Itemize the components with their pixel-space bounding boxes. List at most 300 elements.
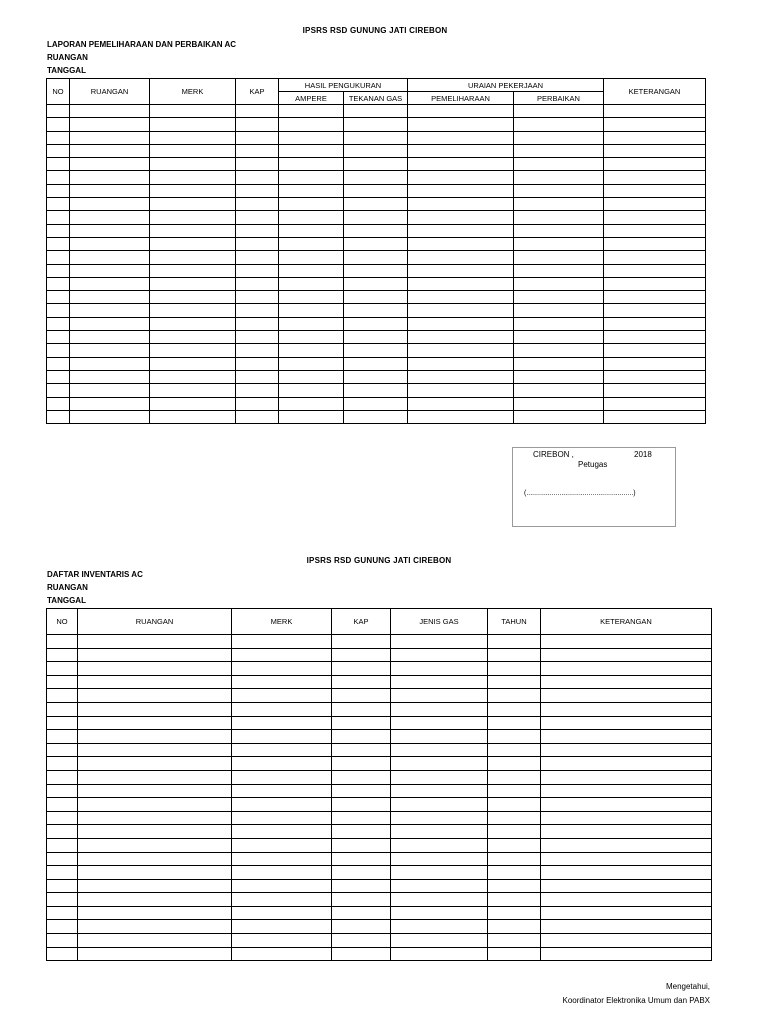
empty-cell bbox=[279, 357, 344, 370]
empty-cell bbox=[408, 344, 514, 357]
empty-cell bbox=[514, 370, 604, 383]
empty-cell bbox=[408, 331, 514, 344]
empty-cell bbox=[47, 648, 78, 662]
table-row bbox=[47, 675, 712, 689]
empty-cell bbox=[279, 344, 344, 357]
empty-cell bbox=[47, 866, 78, 880]
empty-cell bbox=[279, 198, 344, 211]
empty-cell bbox=[78, 743, 232, 757]
empty-cell bbox=[488, 757, 541, 771]
empty-cell bbox=[488, 743, 541, 757]
empty-cell bbox=[391, 879, 488, 893]
empty-cell bbox=[232, 906, 332, 920]
empty-cell bbox=[70, 184, 150, 197]
empty-cell bbox=[391, 838, 488, 852]
empty-cell bbox=[232, 730, 332, 744]
empty-cell bbox=[344, 357, 408, 370]
table-row bbox=[47, 784, 712, 798]
col-header-keterangan: KETERANGAN bbox=[541, 609, 712, 635]
col-header-no: NO bbox=[47, 79, 70, 105]
empty-cell bbox=[391, 934, 488, 948]
empty-cell bbox=[47, 689, 78, 703]
empty-cell bbox=[236, 144, 279, 157]
empty-cell bbox=[47, 131, 70, 144]
empty-cell bbox=[514, 184, 604, 197]
empty-cell bbox=[78, 730, 232, 744]
empty-cell bbox=[488, 675, 541, 689]
empty-cell bbox=[78, 689, 232, 703]
empty-cell bbox=[604, 144, 706, 157]
empty-cell bbox=[391, 947, 488, 961]
empty-cell bbox=[47, 211, 70, 224]
empty-cell bbox=[541, 770, 712, 784]
empty-cell bbox=[47, 893, 78, 907]
empty-cell bbox=[236, 344, 279, 357]
empty-cell bbox=[604, 131, 706, 144]
empty-cell bbox=[344, 131, 408, 144]
empty-cell bbox=[70, 158, 150, 171]
table-row bbox=[47, 251, 706, 264]
empty-cell bbox=[70, 357, 150, 370]
table-row bbox=[47, 277, 706, 290]
empty-cell bbox=[279, 224, 344, 237]
table-row bbox=[47, 118, 706, 131]
form2-tanggal-label: TANGGAL bbox=[47, 596, 86, 605]
empty-cell bbox=[541, 798, 712, 812]
empty-cell bbox=[541, 893, 712, 907]
footer-coordinator: Koordinator Elektronika Umum dan PABX bbox=[562, 996, 710, 1005]
empty-cell bbox=[78, 648, 232, 662]
empty-cell bbox=[391, 893, 488, 907]
empty-cell bbox=[70, 410, 150, 423]
empty-cell bbox=[150, 410, 236, 423]
form2-heading: DAFTAR INVENTARIS AC bbox=[47, 570, 143, 579]
empty-cell bbox=[236, 105, 279, 118]
empty-cell bbox=[150, 171, 236, 184]
table-row bbox=[47, 920, 712, 934]
table-row bbox=[47, 825, 712, 839]
empty-cell bbox=[604, 317, 706, 330]
empty-cell bbox=[514, 237, 604, 250]
table-row bbox=[47, 144, 706, 157]
table-row bbox=[47, 947, 712, 961]
empty-cell bbox=[514, 198, 604, 211]
empty-cell bbox=[391, 852, 488, 866]
empty-cell bbox=[408, 211, 514, 224]
empty-cell bbox=[541, 852, 712, 866]
empty-cell bbox=[47, 838, 78, 852]
empty-cell bbox=[488, 635, 541, 649]
empty-cell bbox=[150, 237, 236, 250]
empty-cell bbox=[47, 184, 70, 197]
empty-cell bbox=[279, 410, 344, 423]
empty-cell bbox=[408, 105, 514, 118]
empty-cell bbox=[391, 798, 488, 812]
empty-cell bbox=[236, 397, 279, 410]
empty-cell bbox=[514, 211, 604, 224]
empty-cell bbox=[391, 675, 488, 689]
empty-cell bbox=[541, 784, 712, 798]
empty-cell bbox=[541, 702, 712, 716]
empty-cell bbox=[236, 331, 279, 344]
empty-cell bbox=[604, 277, 706, 290]
empty-cell bbox=[408, 384, 514, 397]
empty-cell bbox=[236, 251, 279, 264]
empty-cell bbox=[408, 251, 514, 264]
form2-meta bbox=[47, 568, 143, 607]
empty-cell bbox=[78, 893, 232, 907]
empty-cell bbox=[344, 344, 408, 357]
empty-cell bbox=[344, 237, 408, 250]
empty-cell bbox=[47, 198, 70, 211]
empty-cell bbox=[514, 277, 604, 290]
empty-cell bbox=[541, 675, 712, 689]
table-row bbox=[47, 237, 706, 250]
empty-cell bbox=[488, 702, 541, 716]
table-row bbox=[47, 879, 712, 893]
empty-cell bbox=[47, 277, 70, 290]
empty-cell bbox=[488, 770, 541, 784]
empty-cell bbox=[150, 357, 236, 370]
col-header-perbaikan: PERBAIKAN bbox=[514, 92, 604, 105]
table-row bbox=[47, 224, 706, 237]
empty-cell bbox=[236, 237, 279, 250]
empty-cell bbox=[279, 304, 344, 317]
empty-cell bbox=[408, 264, 514, 277]
empty-cell bbox=[541, 662, 712, 676]
empty-cell bbox=[47, 291, 70, 304]
empty-cell bbox=[344, 410, 408, 423]
empty-cell bbox=[514, 251, 604, 264]
empty-cell bbox=[236, 131, 279, 144]
empty-cell bbox=[332, 879, 391, 893]
empty-cell bbox=[279, 131, 344, 144]
table-row bbox=[47, 838, 712, 852]
empty-cell bbox=[514, 264, 604, 277]
empty-cell bbox=[47, 825, 78, 839]
empty-cell bbox=[232, 689, 332, 703]
empty-cell bbox=[232, 675, 332, 689]
table-row bbox=[47, 105, 706, 118]
empty-cell bbox=[488, 689, 541, 703]
empty-cell bbox=[232, 866, 332, 880]
empty-cell bbox=[541, 648, 712, 662]
empty-cell bbox=[47, 635, 78, 649]
empty-cell bbox=[408, 118, 514, 131]
empty-cell bbox=[232, 852, 332, 866]
table-row bbox=[47, 689, 712, 703]
empty-cell bbox=[332, 920, 391, 934]
empty-cell bbox=[70, 264, 150, 277]
empty-cell bbox=[332, 866, 391, 880]
empty-cell bbox=[488, 852, 541, 866]
empty-cell bbox=[236, 224, 279, 237]
form2-title: IPSRS RSD GUNUNG JATI CIREBON bbox=[306, 556, 452, 565]
empty-cell bbox=[604, 397, 706, 410]
empty-cell bbox=[78, 757, 232, 771]
empty-cell bbox=[150, 131, 236, 144]
table-row bbox=[47, 743, 712, 757]
table-row bbox=[47, 344, 706, 357]
empty-cell bbox=[232, 784, 332, 798]
table-row bbox=[47, 798, 712, 812]
table-row bbox=[47, 702, 712, 716]
empty-cell bbox=[70, 344, 150, 357]
empty-cell bbox=[236, 317, 279, 330]
empty-cell bbox=[488, 947, 541, 961]
empty-cell bbox=[332, 770, 391, 784]
empty-cell bbox=[78, 811, 232, 825]
col-header-no: NO bbox=[47, 609, 78, 635]
table-row bbox=[47, 331, 706, 344]
table-row bbox=[47, 662, 712, 676]
col-header-merk: MERK bbox=[150, 79, 236, 105]
empty-cell bbox=[47, 370, 70, 383]
empty-cell bbox=[232, 716, 332, 730]
empty-cell bbox=[236, 211, 279, 224]
empty-cell bbox=[236, 410, 279, 423]
empty-cell bbox=[78, 784, 232, 798]
form1-heading: LAPORAN PEMELIHARAAN DAN PERBAIKAN AC bbox=[47, 40, 237, 49]
empty-cell bbox=[70, 277, 150, 290]
empty-cell bbox=[78, 702, 232, 716]
empty-cell bbox=[391, 770, 488, 784]
table-row bbox=[47, 635, 712, 649]
empty-cell bbox=[488, 648, 541, 662]
empty-cell bbox=[604, 211, 706, 224]
empty-cell bbox=[391, 743, 488, 757]
empty-cell bbox=[279, 370, 344, 383]
table-row bbox=[47, 384, 706, 397]
empty-cell bbox=[78, 798, 232, 812]
empty-cell bbox=[541, 906, 712, 920]
table-row bbox=[47, 211, 706, 224]
empty-cell bbox=[408, 317, 514, 330]
empty-cell bbox=[47, 264, 70, 277]
empty-cell bbox=[150, 370, 236, 383]
empty-cell bbox=[47, 770, 78, 784]
empty-cell bbox=[332, 934, 391, 948]
empty-cell bbox=[488, 730, 541, 744]
empty-cell bbox=[344, 118, 408, 131]
empty-cell bbox=[391, 784, 488, 798]
table-row bbox=[47, 131, 706, 144]
empty-cell bbox=[514, 397, 604, 410]
empty-cell bbox=[408, 158, 514, 171]
empty-cell bbox=[488, 798, 541, 812]
empty-cell bbox=[604, 264, 706, 277]
table-row bbox=[47, 317, 706, 330]
maintenance-report-table bbox=[46, 78, 706, 424]
empty-cell bbox=[150, 211, 236, 224]
empty-cell bbox=[78, 662, 232, 676]
empty-cell bbox=[408, 410, 514, 423]
empty-cell bbox=[150, 224, 236, 237]
empty-cell bbox=[47, 934, 78, 948]
form1-title: IPSRS RSD GUNUNG JATI CIREBON bbox=[302, 26, 448, 35]
empty-cell bbox=[236, 370, 279, 383]
empty-cell bbox=[70, 105, 150, 118]
empty-cell bbox=[514, 410, 604, 423]
empty-cell bbox=[408, 144, 514, 157]
table-row bbox=[47, 264, 706, 277]
empty-cell bbox=[332, 743, 391, 757]
col-header-jenis-gas: JENIS GAS bbox=[391, 609, 488, 635]
signature-box bbox=[512, 447, 676, 527]
empty-cell bbox=[78, 906, 232, 920]
empty-cell bbox=[150, 384, 236, 397]
empty-cell bbox=[232, 825, 332, 839]
empty-cell bbox=[514, 357, 604, 370]
table-row bbox=[47, 716, 712, 730]
empty-cell bbox=[236, 277, 279, 290]
empty-cell bbox=[78, 852, 232, 866]
empty-cell bbox=[604, 198, 706, 211]
empty-cell bbox=[408, 171, 514, 184]
empty-cell bbox=[47, 158, 70, 171]
col-header-tahun: TAHUN bbox=[488, 609, 541, 635]
empty-cell bbox=[514, 291, 604, 304]
empty-cell bbox=[332, 635, 391, 649]
empty-cell bbox=[604, 237, 706, 250]
empty-cell bbox=[408, 357, 514, 370]
empty-cell bbox=[604, 291, 706, 304]
empty-cell bbox=[70, 224, 150, 237]
empty-cell bbox=[344, 317, 408, 330]
empty-cell bbox=[150, 118, 236, 131]
empty-cell bbox=[47, 105, 70, 118]
empty-cell bbox=[279, 317, 344, 330]
empty-cell bbox=[332, 906, 391, 920]
empty-cell bbox=[488, 879, 541, 893]
empty-cell bbox=[78, 716, 232, 730]
empty-cell bbox=[236, 264, 279, 277]
table-row bbox=[47, 198, 706, 211]
empty-cell bbox=[604, 357, 706, 370]
empty-cell bbox=[150, 144, 236, 157]
empty-cell bbox=[47, 784, 78, 798]
empty-cell bbox=[344, 264, 408, 277]
empty-cell bbox=[232, 879, 332, 893]
empty-cell bbox=[332, 811, 391, 825]
empty-cell bbox=[47, 304, 70, 317]
col-header-kap: KAP bbox=[236, 79, 279, 105]
empty-cell bbox=[604, 105, 706, 118]
empty-cell bbox=[236, 291, 279, 304]
empty-cell bbox=[391, 716, 488, 730]
ac-inventory-table bbox=[46, 608, 712, 961]
empty-cell bbox=[47, 730, 78, 744]
empty-cell bbox=[70, 384, 150, 397]
empty-cell bbox=[391, 811, 488, 825]
empty-cell bbox=[279, 237, 344, 250]
empty-cell bbox=[344, 105, 408, 118]
form1-tanggal-label: TANGGAL bbox=[47, 66, 86, 75]
footer-acknowledged: Mengetahui, bbox=[665, 982, 710, 991]
table-row bbox=[47, 906, 712, 920]
empty-cell bbox=[332, 893, 391, 907]
empty-cell bbox=[391, 689, 488, 703]
empty-cell bbox=[604, 410, 706, 423]
empty-cell bbox=[344, 370, 408, 383]
empty-cell bbox=[391, 648, 488, 662]
empty-cell bbox=[514, 331, 604, 344]
empty-cell bbox=[279, 264, 344, 277]
table-row bbox=[47, 811, 712, 825]
empty-cell bbox=[47, 344, 70, 357]
empty-cell bbox=[70, 118, 150, 131]
empty-cell bbox=[514, 158, 604, 171]
empty-cell bbox=[70, 131, 150, 144]
empty-cell bbox=[150, 251, 236, 264]
empty-cell bbox=[332, 730, 391, 744]
empty-cell bbox=[332, 798, 391, 812]
signature-city: CIREBON , bbox=[533, 450, 574, 459]
empty-cell bbox=[47, 811, 78, 825]
empty-cell bbox=[604, 224, 706, 237]
empty-cell bbox=[391, 757, 488, 771]
empty-cell bbox=[332, 662, 391, 676]
empty-cell bbox=[344, 224, 408, 237]
empty-cell bbox=[541, 934, 712, 948]
empty-cell bbox=[332, 716, 391, 730]
empty-cell bbox=[70, 331, 150, 344]
table-row bbox=[47, 770, 712, 784]
empty-cell bbox=[78, 866, 232, 880]
empty-cell bbox=[488, 838, 541, 852]
col-header-ruangan: RUANGAN bbox=[78, 609, 232, 635]
empty-cell bbox=[47, 743, 78, 757]
empty-cell bbox=[279, 118, 344, 131]
empty-cell bbox=[150, 397, 236, 410]
empty-cell bbox=[344, 144, 408, 157]
empty-cell bbox=[408, 304, 514, 317]
table-row bbox=[47, 866, 712, 880]
empty-cell bbox=[332, 947, 391, 961]
empty-cell bbox=[78, 635, 232, 649]
empty-cell bbox=[391, 866, 488, 880]
empty-cell bbox=[70, 211, 150, 224]
empty-cell bbox=[232, 798, 332, 812]
empty-cell bbox=[408, 224, 514, 237]
empty-cell bbox=[541, 866, 712, 880]
empty-cell bbox=[47, 906, 78, 920]
empty-cell bbox=[332, 852, 391, 866]
empty-cell bbox=[47, 879, 78, 893]
empty-cell bbox=[232, 757, 332, 771]
empty-cell bbox=[488, 866, 541, 880]
col-header-tekanan-gas: TEKANAN GAS bbox=[344, 92, 408, 105]
empty-cell bbox=[279, 397, 344, 410]
form2-ruangan-label: RUANGAN bbox=[47, 583, 88, 592]
empty-cell bbox=[408, 291, 514, 304]
empty-cell bbox=[391, 906, 488, 920]
empty-cell bbox=[70, 317, 150, 330]
form1-meta bbox=[47, 38, 236, 77]
empty-cell bbox=[514, 171, 604, 184]
table-row bbox=[47, 893, 712, 907]
empty-cell bbox=[514, 384, 604, 397]
empty-cell bbox=[78, 947, 232, 961]
empty-cell bbox=[150, 277, 236, 290]
empty-cell bbox=[604, 304, 706, 317]
empty-cell bbox=[47, 331, 70, 344]
empty-cell bbox=[541, 757, 712, 771]
empty-cell bbox=[236, 198, 279, 211]
empty-cell bbox=[332, 784, 391, 798]
empty-cell bbox=[150, 264, 236, 277]
empty-cell bbox=[604, 344, 706, 357]
